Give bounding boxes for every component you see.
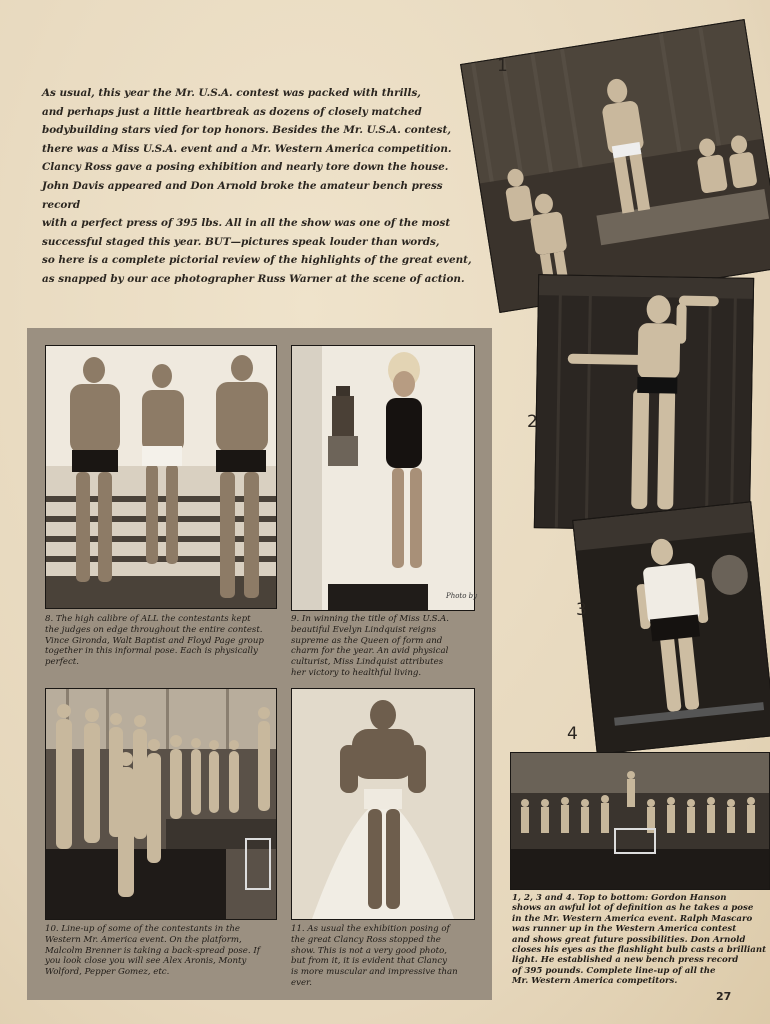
photo-4-lineup — [510, 752, 770, 890]
photo-number-2: 2 — [527, 412, 538, 432]
photo-2-ralph-mascaro — [534, 274, 754, 532]
caption-8: 8. The high calibre of ALL the contestants kept the judges on edge throughout the entire contest. Vince Gironda, Walt Baptist and Floyd Page group together in this informal pose. Each is physically perfect. — [45, 614, 264, 668]
intro-paragraph: As usual, this year the Mr. U.S.A. contest was packed with thrills, and perhaps just a little heartbreak as dozens of closely matched bodybuilding stars vied for top honors. Besides the Mr. U.S.A. contest, there was a Miss U.S.A. event and a Mr. Western America competition. Clancy Ross gave a posing exhibition and nearly tore down the house. John Davis appeared and Don Arnold broke the amateur bench press record with a perfect press of 395 lbs. All in all the show was one of the most successful staged this year. BUT—pictures speak louder than words, so here is a complete pictorial review of the highlights of the great event, as snapped by our ace photographer Russ Warner at the scene of action. — [42, 87, 472, 285]
right-caption-photos-1-4: 1, 2, 3 and 4. Top to bottom: Gordon Hanson shows an awful lot of definition as he takes a pose in the Mr. Western America event. Ralph Mascaro was runner up in the Western America contest and shows great future possibilities. Don Arnold closes his eyes as the flashlight bulb casts a brilliant light. He established a new bench press record of 395 pounds. Complete line-up of all the Mr. Western America competitors. — [512, 893, 767, 987]
photo-number-1: 1 — [497, 56, 508, 76]
photo-3-don-arnold — [572, 501, 770, 755]
photo-number-4: 4 — [567, 724, 578, 744]
photo-10-lineup-western — [45, 688, 277, 920]
photo-credit: Photo by — [446, 592, 478, 600]
photo-9-miss-usa — [291, 345, 478, 611]
page-number: 27 — [716, 990, 732, 1003]
caption-9: 9. In winning the title of Miss U.S.A. beautiful Evelyn Lindquist reigns supreme as the Queen of form and charm for the year. An avid physical culturist, Miss Lindquist attributes her victory to healthful living. — [291, 614, 449, 678]
caption-11: 11. As usual the exhibition posing of the great Clancy Ross stopped the show. This is not a very good photo, but from it, it is evident that Clancy is more muscular and impressive than ever. — [291, 924, 458, 988]
photo-11-clancy-ross — [291, 688, 475, 920]
photo-8-three-contestants — [45, 345, 277, 609]
caption-10: 10. Line-up of some of the contestants in the Western Mr. America event. On the platform, Malcolm Brenner is taking a back-spread pose. If you look close you will see Alex Aronis, Monty Wolford, Pepper Gomez, etc. — [45, 924, 260, 978]
photo-number-3: 3 — [576, 600, 587, 620]
